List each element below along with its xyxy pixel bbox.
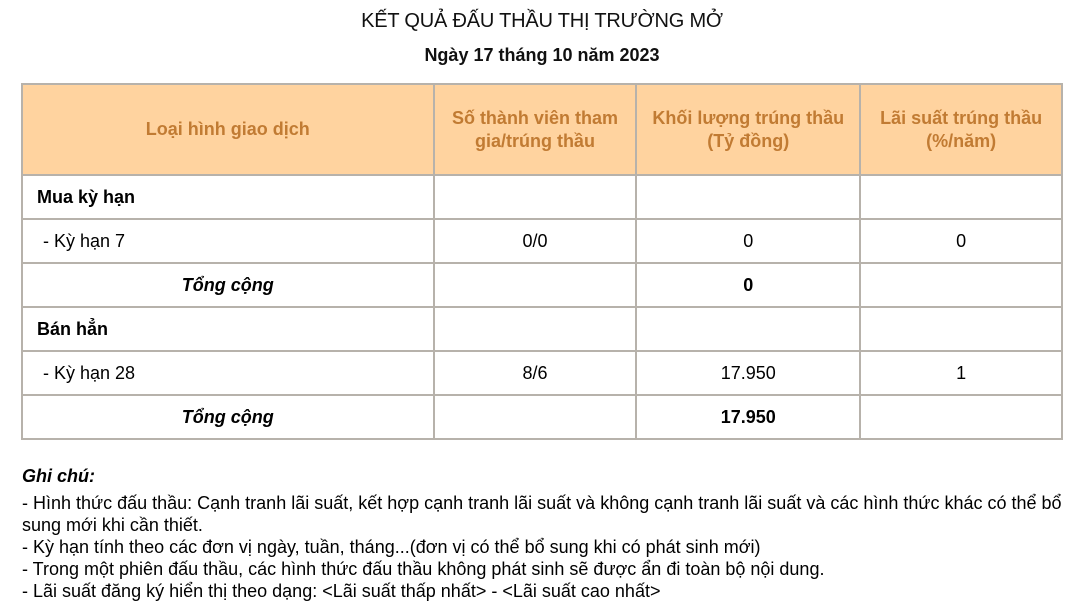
group-row [22,175,1062,219]
note-line: - Hình thức đấu thầu: Cạnh tranh lãi suất, kết hợp cạnh tranh lãi suất và không cạnh tranh lãi suất và các hình thức khác có thể bổ sung mới khi cần thiết. [22,493,1062,535]
rate-value: 0 [860,219,1062,263]
empty-cell [636,175,860,219]
notes-section [22,465,1072,602]
empty-cell [860,307,1062,351]
members-value: 0/0 [434,219,637,263]
empty-cell [636,307,860,351]
empty-cell [860,175,1062,219]
term-label: - Kỳ hạn 28 [22,351,434,395]
column-header-transaction-type: Loại hình giao dịch [22,84,434,175]
empty-cell [434,307,637,351]
group-row [22,307,1062,351]
empty-cell [860,395,1062,439]
empty-cell [434,395,637,439]
volume-value: 0 [636,219,860,263]
rate-value: 1 [860,351,1062,395]
table-row [22,219,1062,263]
note-line: - Lãi suất đăng ký hiển thị theo dạng: <Lãi suất thấp nhất> - <Lãi suất cao nhất> [22,581,661,601]
page-date: Ngày 17 tháng 10 năm 2023 [424,45,660,65]
empty-cell [434,263,637,307]
column-header-volume: Khối lượng trúng thầu (Tỷ đồng) [636,84,860,175]
total-label: Tổng cộng [22,263,434,307]
volume-value: 17.950 [636,351,860,395]
notes-title: Ghi chú: [22,466,95,486]
note-line: - Kỳ hạn tính theo các đơn vị ngày, tuần, tháng...(đơn vị có thể bổ sung khi có phát sinh mới) [22,537,761,557]
empty-cell [860,263,1062,307]
table-header-row [22,84,1062,175]
note-line: - Trong một phiên đấu thầu, các hình thức đấu thầu không phát sinh sẽ được ẩn đi toàn bộ nội dung. [22,559,825,579]
total-label: Tổng cộng [22,395,434,439]
empty-cell [434,175,637,219]
column-header-rate: Lãi suất trúng thầu (%/năm) [860,84,1062,175]
total-row [22,395,1062,439]
total-volume-value: 0 [636,263,860,307]
group-label: Mua kỳ hạn [22,175,434,219]
term-label: - Kỳ hạn 7 [22,219,434,263]
group-label: Bán hẳn [22,307,434,351]
members-value: 8/6 [434,351,637,395]
page-title: KẾT QUẢ ĐẤU THẦU THỊ TRƯỜNG MỞ [361,10,723,32]
column-header-members: Số thành viên tham gia/trúng thầu [434,84,637,175]
total-row [22,263,1062,307]
auction-results-table [21,83,1063,440]
total-volume-value: 17.950 [636,395,860,439]
table-row [22,351,1062,395]
